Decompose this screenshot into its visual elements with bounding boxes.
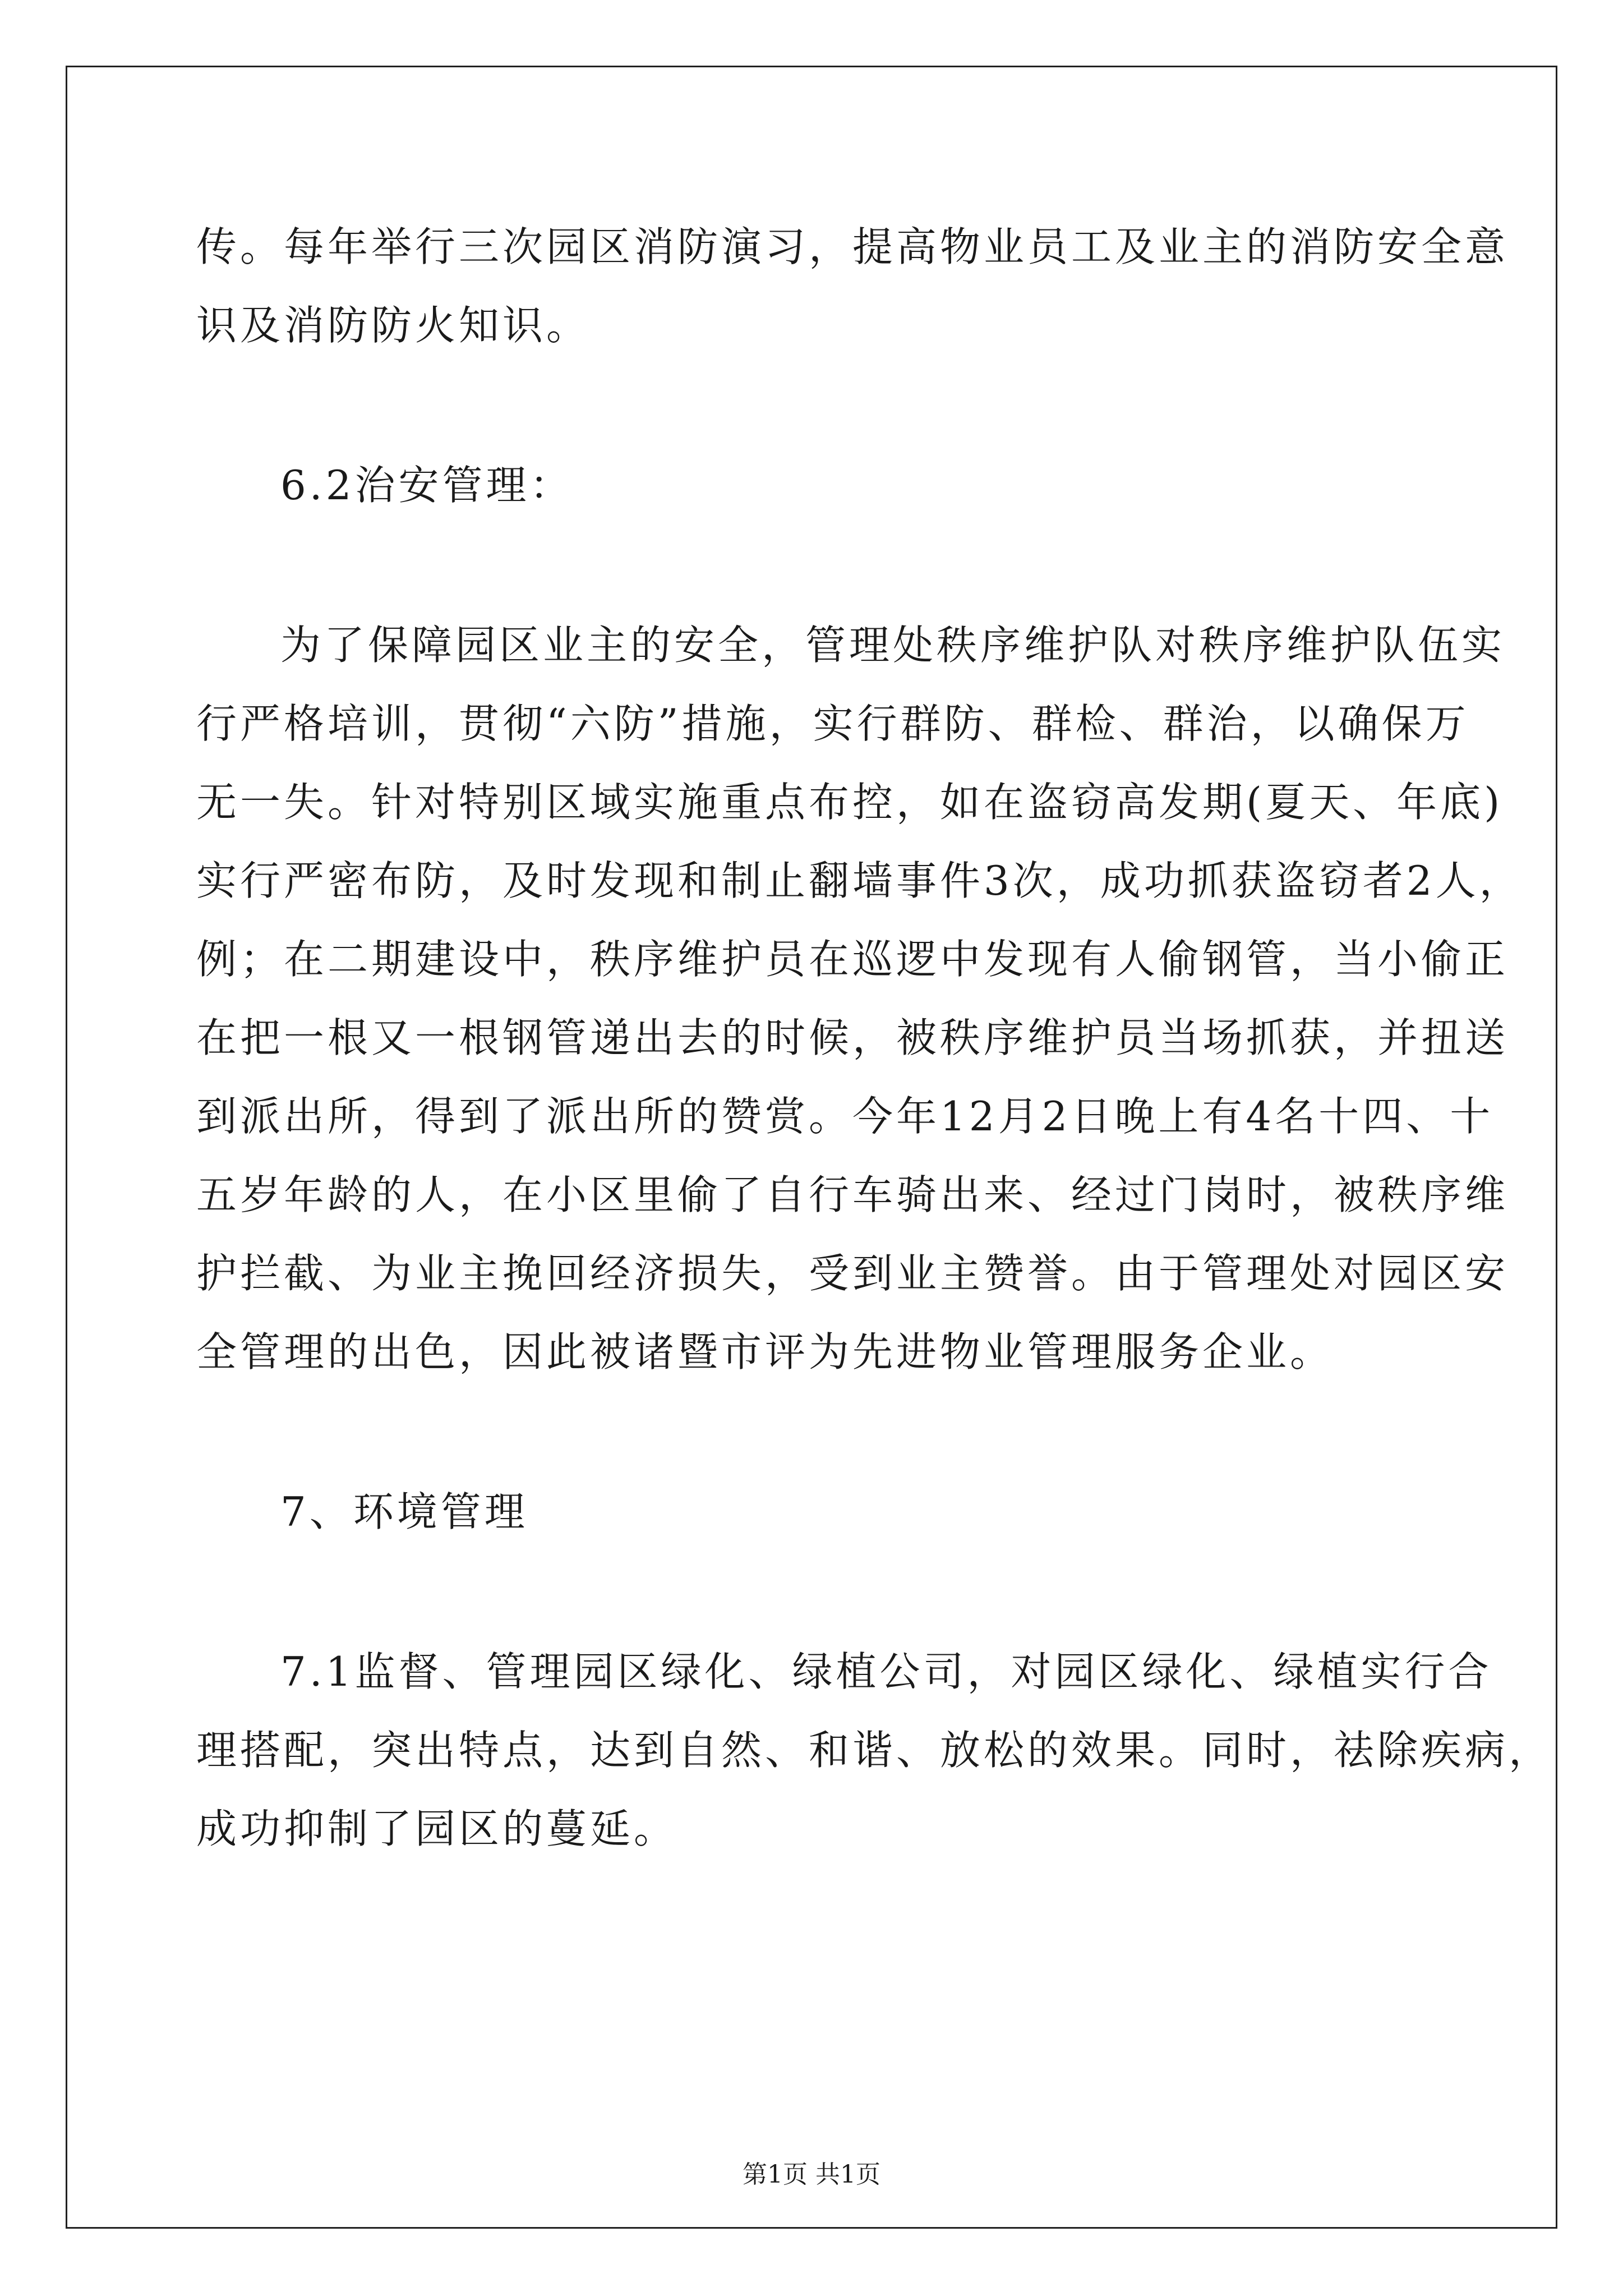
- text-line: 无一失。针对特别区域实施重点布控，如在盗窃高发期(夏天、年底): [196, 779, 1504, 826]
- text-line: 在把一根又一根钢管递出去的时候，被秩序维护员当场抓获，并扭送: [196, 1014, 1509, 1061]
- heading-line: 7、环境管理: [280, 1488, 528, 1535]
- text-line: 行严格培训，贯彻“六防”措施，实行群防、群检、群治，以确保万: [196, 700, 1469, 747]
- text-line: 传。每年举行三次园区消防演习，提高物业员工及业主的消防安全意: [196, 223, 1509, 270]
- document-body: [196, 208, 1553, 1868]
- section-heading: [196, 1473, 1436, 1551]
- text-line: 护拦截、为业主挽回经济损失，受到业主赞誉。由于管理处对园区安: [196, 1250, 1509, 1297]
- heading-line: 6.2治安管理：: [280, 462, 574, 509]
- paragraph: [196, 208, 1509, 365]
- text-line: 全管理的出色，因此被诸暨市评为先进物业管理服务企业。: [196, 1328, 1334, 1375]
- text-line: 例；在二期建设中，秩序维护员在巡逻中发现有人偷钢管，当小偷正: [196, 936, 1509, 983]
- text-line: 实行严密布防，及时发现和制止翻墙事件3次，成功抓获盗窃者2人，: [196, 857, 1523, 904]
- page-footer: [0, 2154, 1623, 2190]
- paragraph: [196, 1632, 1553, 1868]
- text-line: 成功抑制了园区的蔓延。: [196, 1805, 678, 1852]
- paragraph: [196, 606, 1523, 1391]
- text-line: 五岁年龄的人，在小区里偷了自行车骑出来、经过门岗时，被秩序维: [196, 1171, 1509, 1218]
- text-line: 理搭配，突出特点，达到自然、和谐、放松的效果。同时，祛除疾病，: [196, 1727, 1553, 1774]
- text-line: 7.1监督、管理园区绿化、绿植公司，对园区绿化、绿植实行合: [280, 1648, 1492, 1695]
- page-number-label: 第1页 共1页: [743, 2160, 880, 2189]
- section-heading: [196, 446, 1436, 524]
- text-line: 识及消防防火知识。: [196, 302, 591, 349]
- text-line: 为了保障园区业主的安全，管理处秩序维护队对秩序维护队伍实: [280, 622, 1506, 669]
- text-line: 到派出所，得到了派出所的赞赏。今年12月2日晚上有4名十四、十: [196, 1093, 1494, 1140]
